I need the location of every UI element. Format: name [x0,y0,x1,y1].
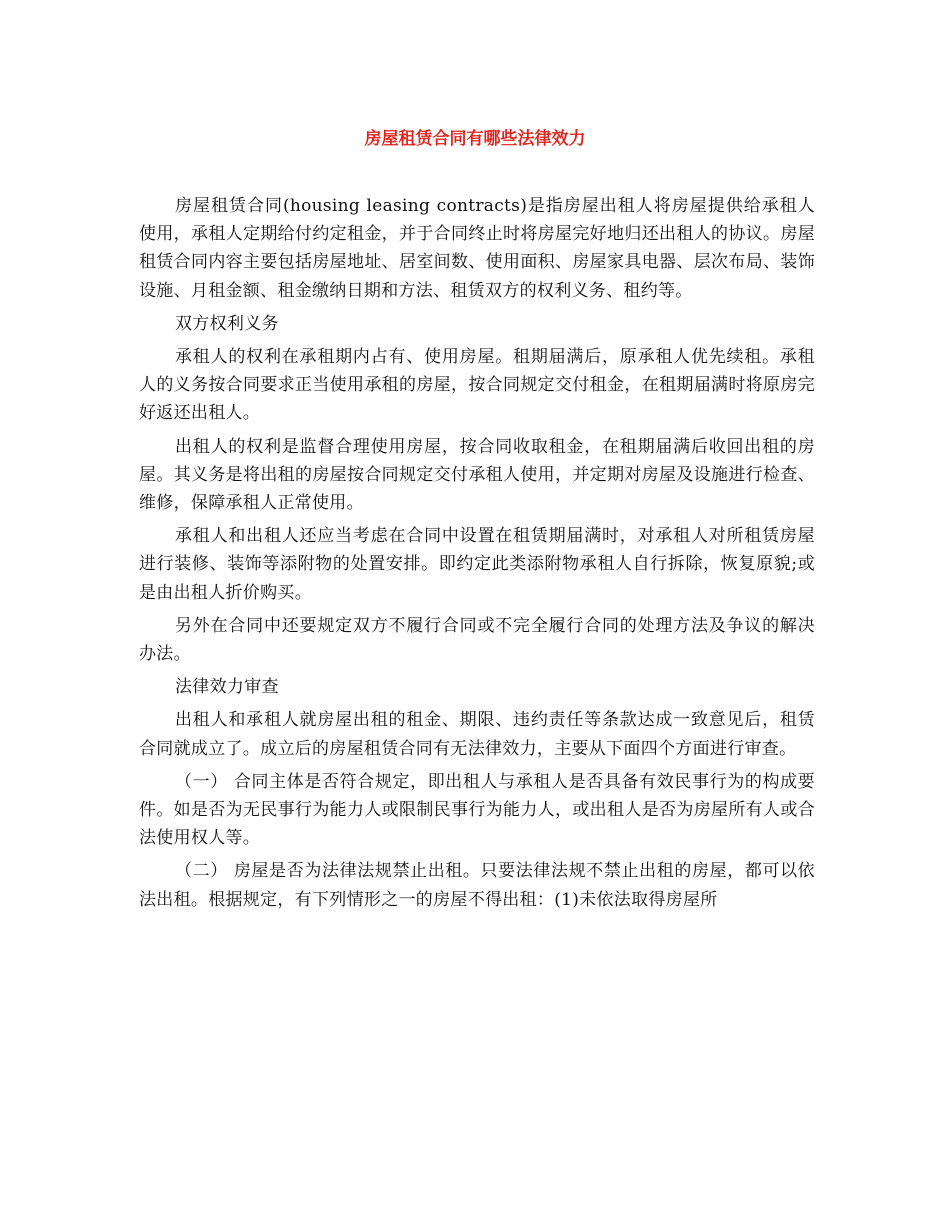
paragraph-lessor-rights: 出租人的权利是监督合理使用房屋，按合同收取租金，在租期届满后收回出租的房屋。其义务是将出租的房屋按合同规定交付承租人使用，并定期对房屋及设施进行检查、维修，保障承租人正常使用。 [139,436,815,514]
section-heading-rights-obligations: 双方权利义务 [175,313,279,334]
paragraph-disputes: 另外在合同中还要规定双方不履行合同或不完全履行合同的处理方法及争议的解决办法。 [139,615,815,665]
document-title: 房屋租赁合同有哪些法律效力 [364,129,586,149]
paragraph-fixtures: 承租人和出租人还应当考虑在合同中设置在租赁期届满时，对承租人对所租赁房屋进行装修、装饰等添附物的处置安排。即约定此类添附物承租人自行拆除，恢复原貌;或是由出租人折价购买。 [139,526,815,603]
document-body [139,192,815,914]
paragraph-review-item-1: （一） 合同主体是否符合规定，即出租人与承租人是否具备有效民事行为的构成要件。如是否为无民事行为能力人或限制民事行为能力人，或出租人是否为房屋所有人或合法使用权人等。 [139,771,815,849]
paragraph-review-item-2: （二） 房屋是否为法律法规禁止出租。只要法律法规不禁止出租的房屋，都可以依法出租。根据规定，有下列情形之一的房屋不得出租：(1)未依法取得房屋所 [139,861,815,910]
paragraph-intro: 房屋租赁合同(housing leasing contracts)是指房屋出租人将房屋提供给承租人使用，承租人定期给付约定租金，并于合同终止时将房屋完好地归还出租人的协议。房屋租赁合同内容主要包括房屋地址、居室间数、使用面积、房屋家具电器、层次布局、装饰设施、月租金额、租金缴纳日期和方法、租赁双方的权利义务、租约等。 [139,196,815,301]
paragraph-lessee-rights: 承租人的权利在承租期内占有、使用房屋。租期届满后，原承租人优先续租。承租人的义务按合同要求正当使用承租的房屋，按合同规定交付租金，在租期届满时将原房完好返还出租人。 [139,347,815,424]
paragraph-contract-formation: 出租人和承租人就房屋出租的租金、期限、违约责任等条款达成一致意见后，租赁合同就成立了。成立后的房屋租赁合同有无法律效力，主要从下面四个方面进行审查。 [139,710,815,759]
section-heading-legal-review: 法律效力审查 [175,677,279,698]
